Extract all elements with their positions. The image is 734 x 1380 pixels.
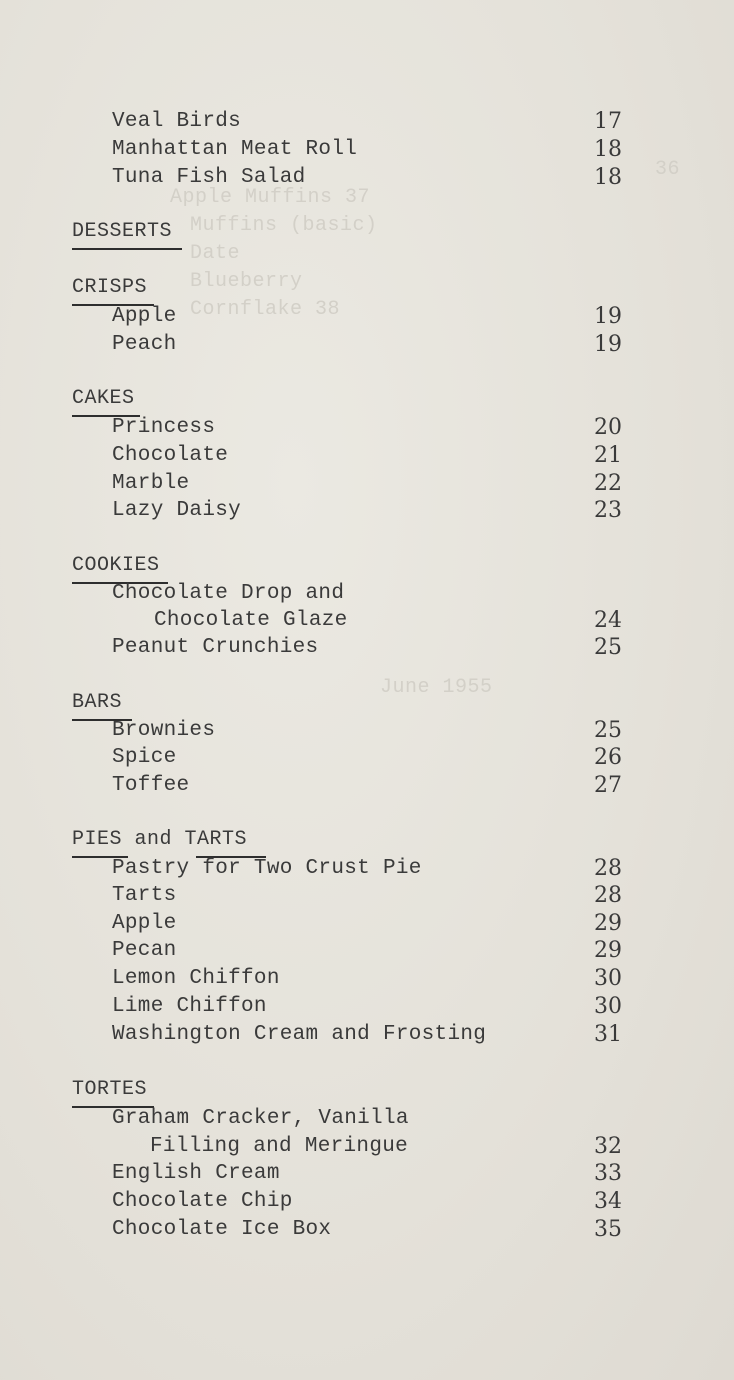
show-through-line: June 1955	[380, 676, 493, 699]
entry-page-number: 33	[594, 1161, 622, 1186]
section-heading	[0, 552, 734, 580]
entry-page-number: 26	[594, 745, 622, 770]
entry-page-number: 18	[594, 137, 622, 162]
show-through-line: Muffins (basic)	[190, 214, 378, 237]
index-entry	[0, 414, 734, 442]
entry-page-number: 25	[594, 635, 622, 660]
entry-title: Lime Chiffon	[112, 995, 267, 1018]
index-entry	[0, 1216, 734, 1244]
entry-title: Apple	[112, 305, 177, 328]
entry-title: Veal Birds	[112, 110, 242, 133]
entry-page-number: 34	[594, 1189, 622, 1214]
section-heading	[0, 826, 734, 854]
entry-title: Chocolate Drop and	[112, 582, 345, 605]
entry-title: Pastry for Two Crust Pie	[112, 857, 422, 880]
entry-title: Peanut Crunchies	[112, 636, 319, 659]
section-heading-label: DESSERTS	[72, 220, 173, 243]
entry-page-number: 23	[594, 498, 622, 523]
index-entry	[0, 1133, 734, 1161]
section-heading	[0, 689, 734, 717]
index-entry	[0, 331, 734, 359]
entry-title: Tarts	[112, 884, 177, 907]
index-entry	[0, 717, 734, 745]
entry-page-number: 20	[594, 415, 622, 440]
index-entry	[0, 1021, 734, 1049]
index-entry	[0, 607, 734, 635]
entry-title: Brownies	[112, 719, 216, 742]
index-entry	[0, 744, 734, 772]
entry-page-number: 29	[594, 911, 622, 936]
entry-page-number: 28	[594, 856, 622, 881]
index-entry	[0, 470, 734, 498]
entry-page-number: 17	[594, 109, 622, 134]
show-through-line: Apple Muffins 37	[170, 186, 371, 209]
index-entry	[0, 993, 734, 1021]
entry-page-number: 28	[594, 883, 622, 908]
entry-page-number: 18	[594, 165, 622, 190]
entry-page-number: 19	[594, 304, 622, 329]
entry-title: Chocolate Ice Box	[112, 1218, 332, 1241]
entry-title: Washington Cream and Frosting	[112, 1023, 487, 1046]
entry-title: Apple	[112, 912, 177, 935]
entry-page-number: 29	[594, 938, 622, 963]
section-heading-label: PIES and TARTS	[72, 828, 248, 851]
entry-title: Spice	[112, 746, 177, 769]
entry-title: Graham Cracker, Vanilla	[112, 1107, 409, 1130]
heading-underline	[72, 248, 182, 250]
entry-page-number: 30	[594, 994, 622, 1019]
section-heading	[0, 218, 734, 246]
entry-title: Lazy Daisy	[112, 499, 242, 522]
index-entry	[0, 164, 734, 192]
show-through-line: Blueberry	[190, 270, 303, 293]
show-through-line: 36	[655, 158, 681, 181]
section-heading-label: TORTES	[72, 1078, 148, 1101]
index-entry	[0, 937, 734, 965]
index-entry	[0, 580, 734, 608]
entry-title: Chocolate Chip	[112, 1190, 293, 1213]
entry-page-number: 32	[594, 1134, 622, 1159]
index-entry	[0, 1160, 734, 1188]
show-through-line: Cornflake 38	[190, 298, 341, 321]
entry-page-number: 25	[594, 718, 622, 743]
index-entry	[0, 634, 734, 662]
section-heading-label: BARS	[72, 691, 123, 714]
index-entry	[0, 497, 734, 525]
section-heading	[0, 274, 734, 302]
entry-title: Pecan	[112, 939, 177, 962]
section-heading-label: CRISPS	[72, 276, 148, 299]
index-entry	[0, 303, 734, 331]
section-heading	[0, 1076, 734, 1104]
entry-title: Manhattan Meat Roll	[112, 138, 358, 161]
section-heading	[0, 385, 734, 413]
index-entry	[0, 108, 734, 136]
show-through-line: Date	[190, 242, 241, 265]
entry-page-number: 31	[594, 1022, 622, 1047]
entry-title: Toffee	[112, 774, 190, 797]
index-entry	[0, 965, 734, 993]
entry-page-number: 24	[594, 608, 622, 633]
index-entry	[0, 442, 734, 470]
entry-page-number: 27	[594, 773, 622, 798]
entry-title: Tuna Fish Salad	[112, 166, 306, 189]
section-heading-label: COOKIES	[72, 554, 160, 577]
entry-title: English Cream	[112, 1162, 280, 1185]
index-entry	[0, 1188, 734, 1216]
entry-page-number: 30	[594, 966, 622, 991]
entry-title: Marble	[112, 472, 190, 495]
entry-page-number: 22	[594, 471, 622, 496]
entry-title: Chocolate Glaze	[154, 609, 348, 632]
entry-title: Princess	[112, 416, 216, 439]
index-entry	[0, 1105, 734, 1133]
entry-title: Chocolate	[112, 444, 229, 467]
index-entry	[0, 882, 734, 910]
index-entry	[0, 910, 734, 938]
entry-page-number: 35	[594, 1217, 622, 1242]
index-entry	[0, 772, 734, 800]
entry-title: Peach	[112, 333, 177, 356]
entry-title: Lemon Chiffon	[112, 967, 280, 990]
index-entry	[0, 136, 734, 164]
index-entry	[0, 855, 734, 883]
entry-page-number: 19	[594, 332, 622, 357]
entry-title: Filling and Meringue	[150, 1135, 409, 1158]
entry-page-number: 21	[594, 443, 622, 468]
section-heading-label: CAKES	[72, 387, 135, 410]
